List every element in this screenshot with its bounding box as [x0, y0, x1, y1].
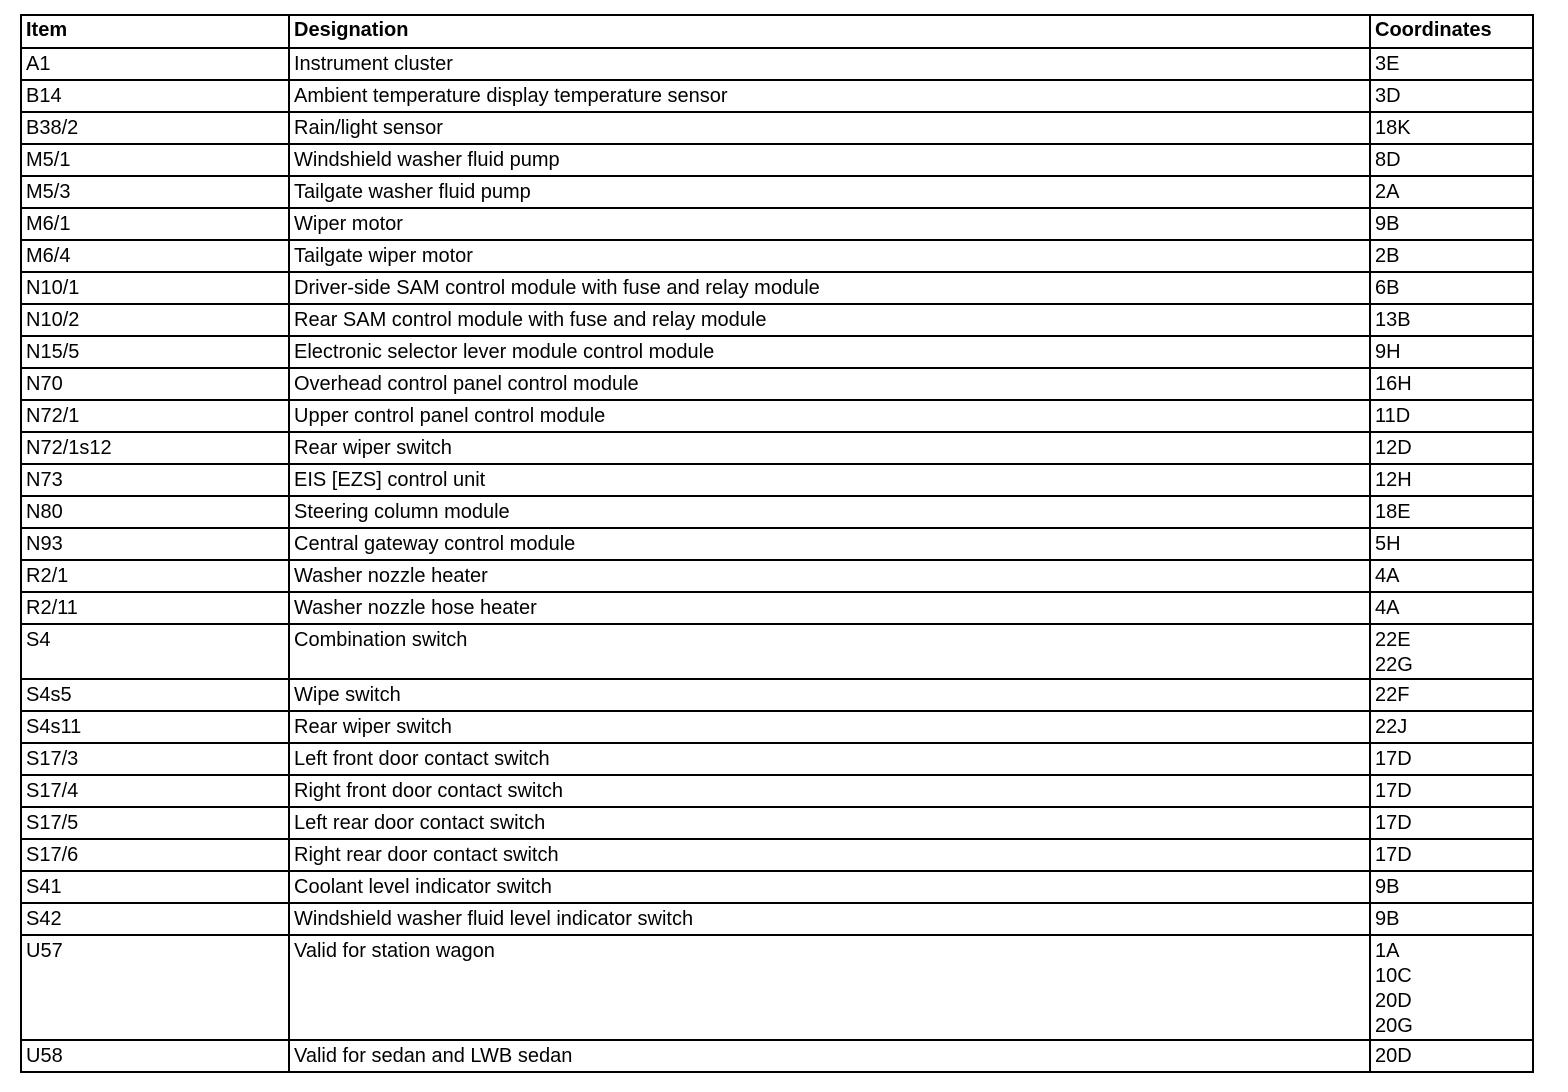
cell-item: N93: [21, 528, 289, 560]
cell-coordinates: [1370, 528, 1533, 560]
table-body: [21, 48, 1533, 1072]
cell-designation: Steering column module: [289, 496, 1370, 528]
header-coordinates: Coordinates: [1370, 15, 1533, 48]
cell-item: R2/11: [21, 592, 289, 624]
table-row: [21, 807, 1533, 839]
cell-designation: Valid for sedan and LWB sedan: [289, 1040, 1370, 1072]
cell-item: N70: [21, 368, 289, 400]
cell-coordinates: [1370, 711, 1533, 743]
coordinate-value: 3D: [1375, 85, 1401, 107]
cell-designation: Combination switch: [289, 624, 1370, 679]
cell-designation: Upper control panel control module: [289, 400, 1370, 432]
table-row: [21, 80, 1533, 112]
cell-coordinates: [1370, 679, 1533, 711]
cell-item: S17/6: [21, 839, 289, 871]
coordinate-value: 12D: [1375, 437, 1412, 459]
table-row: [21, 176, 1533, 208]
cell-designation: Windshield washer fluid pump: [289, 144, 1370, 176]
cell-item: N15/5: [21, 336, 289, 368]
cell-coordinates: [1370, 839, 1533, 871]
cell-coordinates: [1370, 80, 1533, 112]
cell-item: U57: [21, 935, 289, 1040]
coordinate-value: 10C: [1375, 965, 1412, 987]
table-row: [21, 208, 1533, 240]
cell-designation: Wipe switch: [289, 679, 1370, 711]
cell-designation: Driver-side SAM control module with fuse and relay module: [289, 272, 1370, 304]
table-row: [21, 336, 1533, 368]
cell-item: R2/1: [21, 560, 289, 592]
table-row: [21, 560, 1533, 592]
coordinate-value: 17D: [1375, 780, 1412, 802]
cell-designation: Central gateway control module: [289, 528, 1370, 560]
table-row: [21, 304, 1533, 336]
cell-item: S4s5: [21, 679, 289, 711]
cell-item: B38/2: [21, 112, 289, 144]
table-row: [21, 711, 1533, 743]
cell-item: S4: [21, 624, 289, 679]
cell-designation: Rear wiper switch: [289, 711, 1370, 743]
coordinate-value: 17D: [1375, 812, 1412, 834]
coordinate-value: 20D: [1375, 1045, 1412, 1067]
coordinate-value: 2B: [1375, 245, 1400, 267]
coordinate-value: 20G: [1375, 1015, 1413, 1037]
cell-designation: Valid for station wagon: [289, 935, 1370, 1040]
cell-coordinates: [1370, 560, 1533, 592]
cell-coordinates: [1370, 1040, 1533, 1072]
cell-coordinates: [1370, 144, 1533, 176]
table-row: [21, 871, 1533, 903]
cell-coordinates: [1370, 112, 1533, 144]
cell-item: M5/1: [21, 144, 289, 176]
coordinate-value: 4A: [1375, 565, 1400, 587]
cell-item: S42: [21, 903, 289, 935]
cell-designation: Windshield washer fluid level indicator switch: [289, 903, 1370, 935]
coordinate-value: 2A: [1375, 181, 1400, 203]
coordinate-value: 3E: [1375, 53, 1400, 75]
cell-coordinates: [1370, 871, 1533, 903]
table-row: [21, 272, 1533, 304]
table-row: [21, 464, 1533, 496]
table-header: [21, 15, 1533, 48]
cell-coordinates: [1370, 464, 1533, 496]
coordinate-value: 1A: [1375, 940, 1400, 962]
cell-designation: Rain/light sensor: [289, 112, 1370, 144]
coordinate-value: 13B: [1375, 309, 1411, 331]
cell-item: B14: [21, 80, 289, 112]
coordinate-value: 16H: [1375, 373, 1412, 395]
coordinate-value: 8D: [1375, 149, 1401, 171]
table-row: [21, 743, 1533, 775]
coordinate-value: 22E: [1375, 629, 1411, 651]
cell-coordinates: [1370, 304, 1533, 336]
cell-coordinates: [1370, 743, 1533, 775]
coordinate-value: 5H: [1375, 533, 1401, 555]
cell-item: N10/1: [21, 272, 289, 304]
cell-item: M6/4: [21, 240, 289, 272]
cell-coordinates: [1370, 592, 1533, 624]
cell-item: M6/1: [21, 208, 289, 240]
cell-designation: Electronic selector lever module control module: [289, 336, 1370, 368]
cell-designation: Tailgate wiper motor: [289, 240, 1370, 272]
coordinate-value: 22F: [1375, 684, 1410, 706]
cell-coordinates: [1370, 400, 1533, 432]
table-row: [21, 432, 1533, 464]
table-row: [21, 592, 1533, 624]
cell-item: A1: [21, 48, 289, 80]
cell-designation: Washer nozzle hose heater: [289, 592, 1370, 624]
table-row: [21, 935, 1533, 1040]
table-row: [21, 48, 1533, 80]
table-row: [21, 368, 1533, 400]
cell-designation: Right front door contact switch: [289, 775, 1370, 807]
cell-coordinates: [1370, 903, 1533, 935]
cell-coordinates: [1370, 272, 1533, 304]
table-row: [21, 144, 1533, 176]
cell-coordinates: [1370, 48, 1533, 80]
cell-designation: Rear SAM control module with fuse and relay module: [289, 304, 1370, 336]
coordinate-value: 17D: [1375, 748, 1412, 770]
cell-item: N72/1: [21, 400, 289, 432]
table-row: [21, 624, 1533, 679]
cell-coordinates: [1370, 368, 1533, 400]
cell-coordinates: [1370, 336, 1533, 368]
coordinate-value: 17D: [1375, 844, 1412, 866]
cell-designation: Overhead control panel control module: [289, 368, 1370, 400]
cell-coordinates: [1370, 208, 1533, 240]
cell-coordinates: [1370, 624, 1533, 679]
coordinate-value: 11D: [1375, 405, 1411, 427]
coordinate-value: 20D: [1375, 990, 1412, 1012]
table-row: [21, 903, 1533, 935]
cell-coordinates: [1370, 935, 1533, 1040]
table-row: [21, 775, 1533, 807]
coordinate-value: 22J: [1375, 716, 1408, 738]
table-row: [21, 679, 1533, 711]
header-item: Item: [21, 15, 289, 48]
cell-item: U58: [21, 1040, 289, 1072]
cell-item: S17/5: [21, 807, 289, 839]
coordinate-value: 12H: [1375, 469, 1412, 491]
cell-designation: Left rear door contact switch: [289, 807, 1370, 839]
cell-designation: Right rear door contact switch: [289, 839, 1370, 871]
cell-item: S17/3: [21, 743, 289, 775]
cell-coordinates: [1370, 775, 1533, 807]
cell-designation: Coolant level indicator switch: [289, 871, 1370, 903]
coordinate-value: 18E: [1375, 501, 1411, 523]
header-designation: Designation: [289, 15, 1370, 48]
table-row: [21, 240, 1533, 272]
cell-coordinates: [1370, 496, 1533, 528]
cell-designation: EIS [EZS] control unit: [289, 464, 1370, 496]
coordinate-value: 18K: [1375, 117, 1411, 139]
cell-coordinates: [1370, 176, 1533, 208]
coordinate-value: 4A: [1375, 597, 1400, 619]
header-row: [21, 15, 1533, 48]
cell-item: M5/3: [21, 176, 289, 208]
legend-table: [20, 14, 1534, 1073]
cell-item: N72/1s12: [21, 432, 289, 464]
cell-designation: Tailgate washer fluid pump: [289, 176, 1370, 208]
cell-item: N80: [21, 496, 289, 528]
cell-designation: Instrument cluster: [289, 48, 1370, 80]
table-row: [21, 400, 1533, 432]
table-row: [21, 839, 1533, 871]
cell-coordinates: [1370, 240, 1533, 272]
cell-coordinates: [1370, 432, 1533, 464]
cell-item: S41: [21, 871, 289, 903]
cell-designation: Ambient temperature display temperature sensor: [289, 80, 1370, 112]
cell-item: S4s11: [21, 711, 289, 743]
coordinate-value: 9B: [1375, 908, 1400, 930]
cell-item: N73: [21, 464, 289, 496]
cell-designation: Rear wiper switch: [289, 432, 1370, 464]
table-row: [21, 1040, 1533, 1072]
cell-designation: Left front door contact switch: [289, 743, 1370, 775]
cell-item: S17/4: [21, 775, 289, 807]
coordinate-value: 9H: [1375, 341, 1401, 363]
coordinate-value: 22G: [1375, 654, 1413, 676]
cell-designation: Washer nozzle heater: [289, 560, 1370, 592]
table-row: [21, 112, 1533, 144]
coordinate-value: 9B: [1375, 213, 1400, 235]
table-row: [21, 528, 1533, 560]
coordinate-value: 6B: [1375, 277, 1400, 299]
cell-coordinates: [1370, 807, 1533, 839]
table-row: [21, 496, 1533, 528]
coordinate-value: 9B: [1375, 876, 1400, 898]
cell-item: N10/2: [21, 304, 289, 336]
cell-designation: Wiper motor: [289, 208, 1370, 240]
